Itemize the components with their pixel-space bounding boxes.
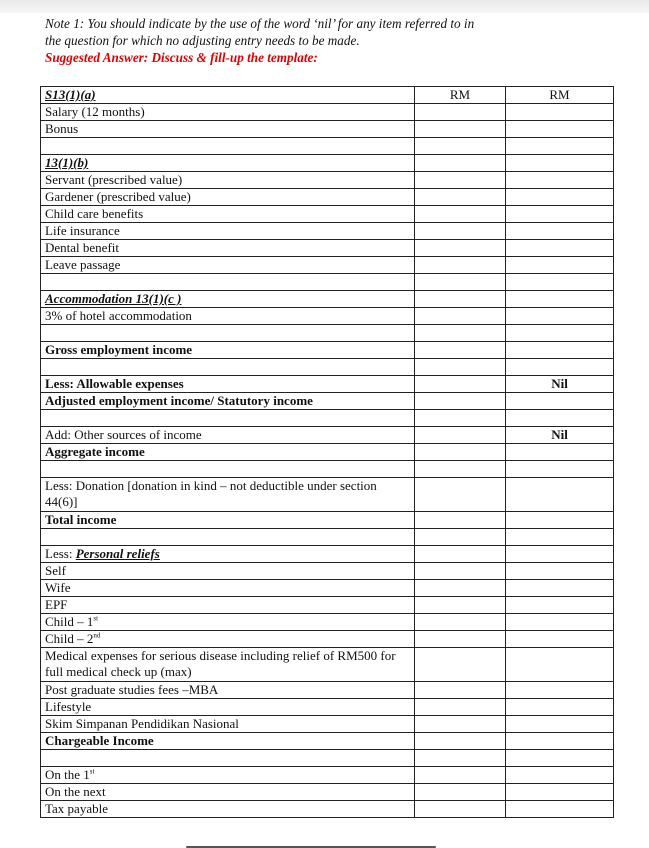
table-row — [41, 733, 614, 750]
table-row — [41, 121, 614, 138]
child-1-ordinal: st — [93, 614, 99, 623]
window-top-bar — [0, 0, 649, 13]
blank-row — [41, 529, 614, 546]
amount-cell[interactable] — [415, 172, 506, 189]
reliefs-title: Personal reliefs — [75, 546, 160, 561]
table-row — [41, 546, 614, 563]
amount-cell[interactable] — [415, 648, 506, 682]
row-label-child-2 — [41, 631, 415, 648]
amount-cell[interactable] — [415, 614, 506, 631]
table-row — [41, 716, 614, 733]
total-cell[interactable] — [506, 308, 614, 325]
row-label-gross-employment-income: Gross employment income — [41, 342, 415, 359]
row-label-salary: Salary (12 months) — [41, 104, 415, 121]
amount-cell[interactable] — [415, 393, 506, 410]
total-cell[interactable] — [506, 546, 614, 563]
total-cell[interactable] — [506, 631, 614, 648]
table-row — [41, 223, 614, 240]
column-header-rm-1: RM — [415, 87, 506, 104]
amount-cell[interactable] — [415, 682, 506, 699]
total-cell[interactable] — [506, 444, 614, 461]
row-label-allowable-expenses: Less: Allowable expenses — [41, 376, 415, 393]
allowable-expenses-value[interactable]: Nil — [506, 376, 614, 393]
row-label-postgrad-fees: Post graduate studies fees –MBA — [41, 682, 415, 699]
amount-cell[interactable] — [415, 699, 506, 716]
row-label-donation: Less: Donation [donation in kind – not deductible under section 44(6)] — [41, 478, 415, 512]
total-cell[interactable] — [506, 580, 614, 597]
table-row — [41, 478, 614, 512]
total-cell[interactable] — [506, 801, 614, 818]
amount-cell[interactable] — [415, 206, 506, 223]
suggested-answer-heading: Suggested Answer: Discuss & fill-up the template: — [45, 50, 318, 65]
table-row — [41, 767, 614, 784]
table-row — [41, 104, 614, 121]
child-1-text: Child – 1 — [45, 614, 94, 629]
total-cell[interactable] — [506, 648, 614, 682]
row-label-leave-passage: Leave passage — [41, 257, 415, 274]
row-label-sspn: Skim Simpanan Pendidikan Nasional — [41, 716, 415, 733]
reliefs-prefix: Less: — [45, 546, 76, 561]
total-cell[interactable] — [506, 155, 614, 172]
row-label-dental: Dental benefit — [41, 240, 415, 257]
table-row — [41, 206, 614, 223]
row-label-total-income: Total income — [41, 512, 415, 529]
table-row — [41, 444, 614, 461]
total-cell[interactable] — [506, 223, 614, 240]
table-row — [41, 699, 614, 716]
amount-cell[interactable] — [415, 257, 506, 274]
table-row — [41, 801, 614, 818]
amount-cell[interactable] — [415, 104, 506, 121]
table-row — [41, 172, 614, 189]
total-cell[interactable] — [506, 104, 614, 121]
table-row — [41, 784, 614, 801]
child-2-text: Child – 2 — [45, 631, 94, 646]
total-cell[interactable] — [506, 172, 614, 189]
total-cell[interactable] — [506, 478, 614, 512]
table-row — [41, 257, 614, 274]
personal-reliefs-heading — [41, 546, 415, 563]
table-row — [41, 648, 614, 682]
table-row — [41, 308, 614, 325]
total-cell[interactable] — [506, 784, 614, 801]
row-label-self: Self — [41, 563, 415, 580]
row-label-child-1 — [41, 614, 415, 631]
row-label-epf: EPF — [41, 597, 415, 614]
blank-row — [41, 325, 614, 342]
table-row — [41, 427, 614, 444]
amount-cell[interactable] — [415, 155, 506, 172]
total-cell[interactable] — [506, 257, 614, 274]
row-label-adjusted-income: Adjusted employment income/ Statutory income — [41, 393, 415, 410]
amount-cell[interactable] — [415, 376, 506, 393]
total-cell[interactable] — [506, 291, 614, 308]
amount-cell[interactable] — [415, 597, 506, 614]
table-row — [41, 597, 614, 614]
row-label-tax-payable: Tax payable — [41, 801, 415, 818]
blank-row — [41, 750, 614, 767]
row-label-hotel-accommodation: 3% of hotel accommodation — [41, 308, 415, 325]
amount-cell[interactable] — [415, 512, 506, 529]
row-label-bonus: Bonus — [41, 121, 415, 138]
row-label-child-care: Child care benefits — [41, 206, 415, 223]
tax-computation-template — [40, 86, 614, 818]
row-label-wife: Wife — [41, 580, 415, 597]
row-label-aggregate-income: Aggregate income — [41, 444, 415, 461]
blank-row — [41, 359, 614, 376]
table-row — [41, 682, 614, 699]
amount-cell[interactable] — [415, 308, 506, 325]
total-cell[interactable] — [506, 240, 614, 257]
row-label-other-sources: Add: Other sources of income — [41, 427, 415, 444]
total-cell[interactable] — [506, 189, 614, 206]
total-cell[interactable] — [506, 716, 614, 733]
amount-cell[interactable] — [415, 478, 506, 512]
amount-cell[interactable] — [415, 546, 506, 563]
amount-cell[interactable] — [415, 427, 506, 444]
row-label-gardener: Gardener (prescribed value) — [41, 189, 415, 206]
table-row — [41, 155, 614, 172]
row-label-medical-expenses: Medical expenses for serious disease including relief of RM500 for full medical check up (max) — [41, 648, 415, 682]
blank-row — [41, 410, 614, 427]
table-row — [41, 376, 614, 393]
section-13-1b-heading: 13(1)(b) — [41, 155, 415, 172]
total-cell[interactable] — [506, 682, 614, 699]
instructions-note — [45, 15, 635, 66]
amount-cell[interactable] — [415, 580, 506, 597]
row-label-on-the-first — [41, 767, 415, 784]
table-row — [41, 614, 614, 631]
total-cell[interactable] — [506, 767, 614, 784]
row-label-chargeable-income: Chargeable Income — [41, 733, 415, 750]
section-s13-1a-heading: S13(1)(a) — [41, 87, 415, 104]
amount-cell[interactable] — [415, 733, 506, 750]
row-label-life-insurance: Life insurance — [41, 223, 415, 240]
total-cell[interactable] — [506, 121, 614, 138]
table-row — [41, 291, 614, 308]
row-label-lifestyle: Lifestyle — [41, 699, 415, 716]
amount-cell[interactable] — [415, 444, 506, 461]
total-cell[interactable] — [506, 393, 614, 410]
table-row — [41, 563, 614, 580]
amount-cell[interactable] — [415, 716, 506, 733]
amount-cell[interactable] — [415, 631, 506, 648]
other-sources-value[interactable]: Nil — [506, 427, 614, 444]
amount-cell[interactable] — [415, 240, 506, 257]
table-row — [41, 512, 614, 529]
table-row — [41, 342, 614, 359]
total-cell[interactable] — [506, 512, 614, 529]
table-row — [41, 189, 614, 206]
total-cell[interactable] — [506, 597, 614, 614]
note-line-2: the question for which no adjusting entry needs to be made. — [45, 33, 360, 48]
total-cell[interactable] — [506, 614, 614, 631]
amount-cell[interactable] — [415, 342, 506, 359]
row-label-on-the-next: On the next — [41, 784, 415, 801]
total-cell[interactable] — [506, 342, 614, 359]
table-row — [41, 393, 614, 410]
amount-cell[interactable] — [415, 189, 506, 206]
table-header-row — [41, 87, 614, 104]
on-the-first-ordinal: st — [89, 767, 95, 776]
total-cell[interactable] — [506, 206, 614, 223]
amount-cell[interactable] — [415, 767, 506, 784]
on-the-first-text: On the 1 — [45, 767, 90, 782]
table-row — [41, 631, 614, 648]
total-cell[interactable] — [506, 699, 614, 716]
blank-row — [41, 274, 614, 291]
blank-row — [41, 461, 614, 478]
total-cell[interactable] — [506, 733, 614, 750]
table-row — [41, 240, 614, 257]
amount-cell[interactable] — [415, 223, 506, 240]
amount-cell[interactable] — [415, 563, 506, 580]
table-row — [41, 580, 614, 597]
child-2-ordinal: nd — [93, 631, 101, 640]
column-header-rm-2: RM — [506, 87, 614, 104]
row-label-servant: Servant (prescribed value) — [41, 172, 415, 189]
section-accommodation-heading: Accommodation 13(1)(c ) — [41, 291, 415, 308]
blank-row — [41, 138, 614, 155]
note-line-1: Note 1: You should indicate by the use of the word ‘nil’ for any item referred to in — [45, 16, 475, 31]
amount-cell[interactable] — [415, 291, 506, 308]
amount-cell[interactable] — [415, 784, 506, 801]
total-cell[interactable] — [506, 563, 614, 580]
amount-cell[interactable] — [415, 121, 506, 138]
amount-cell[interactable] — [415, 801, 506, 818]
